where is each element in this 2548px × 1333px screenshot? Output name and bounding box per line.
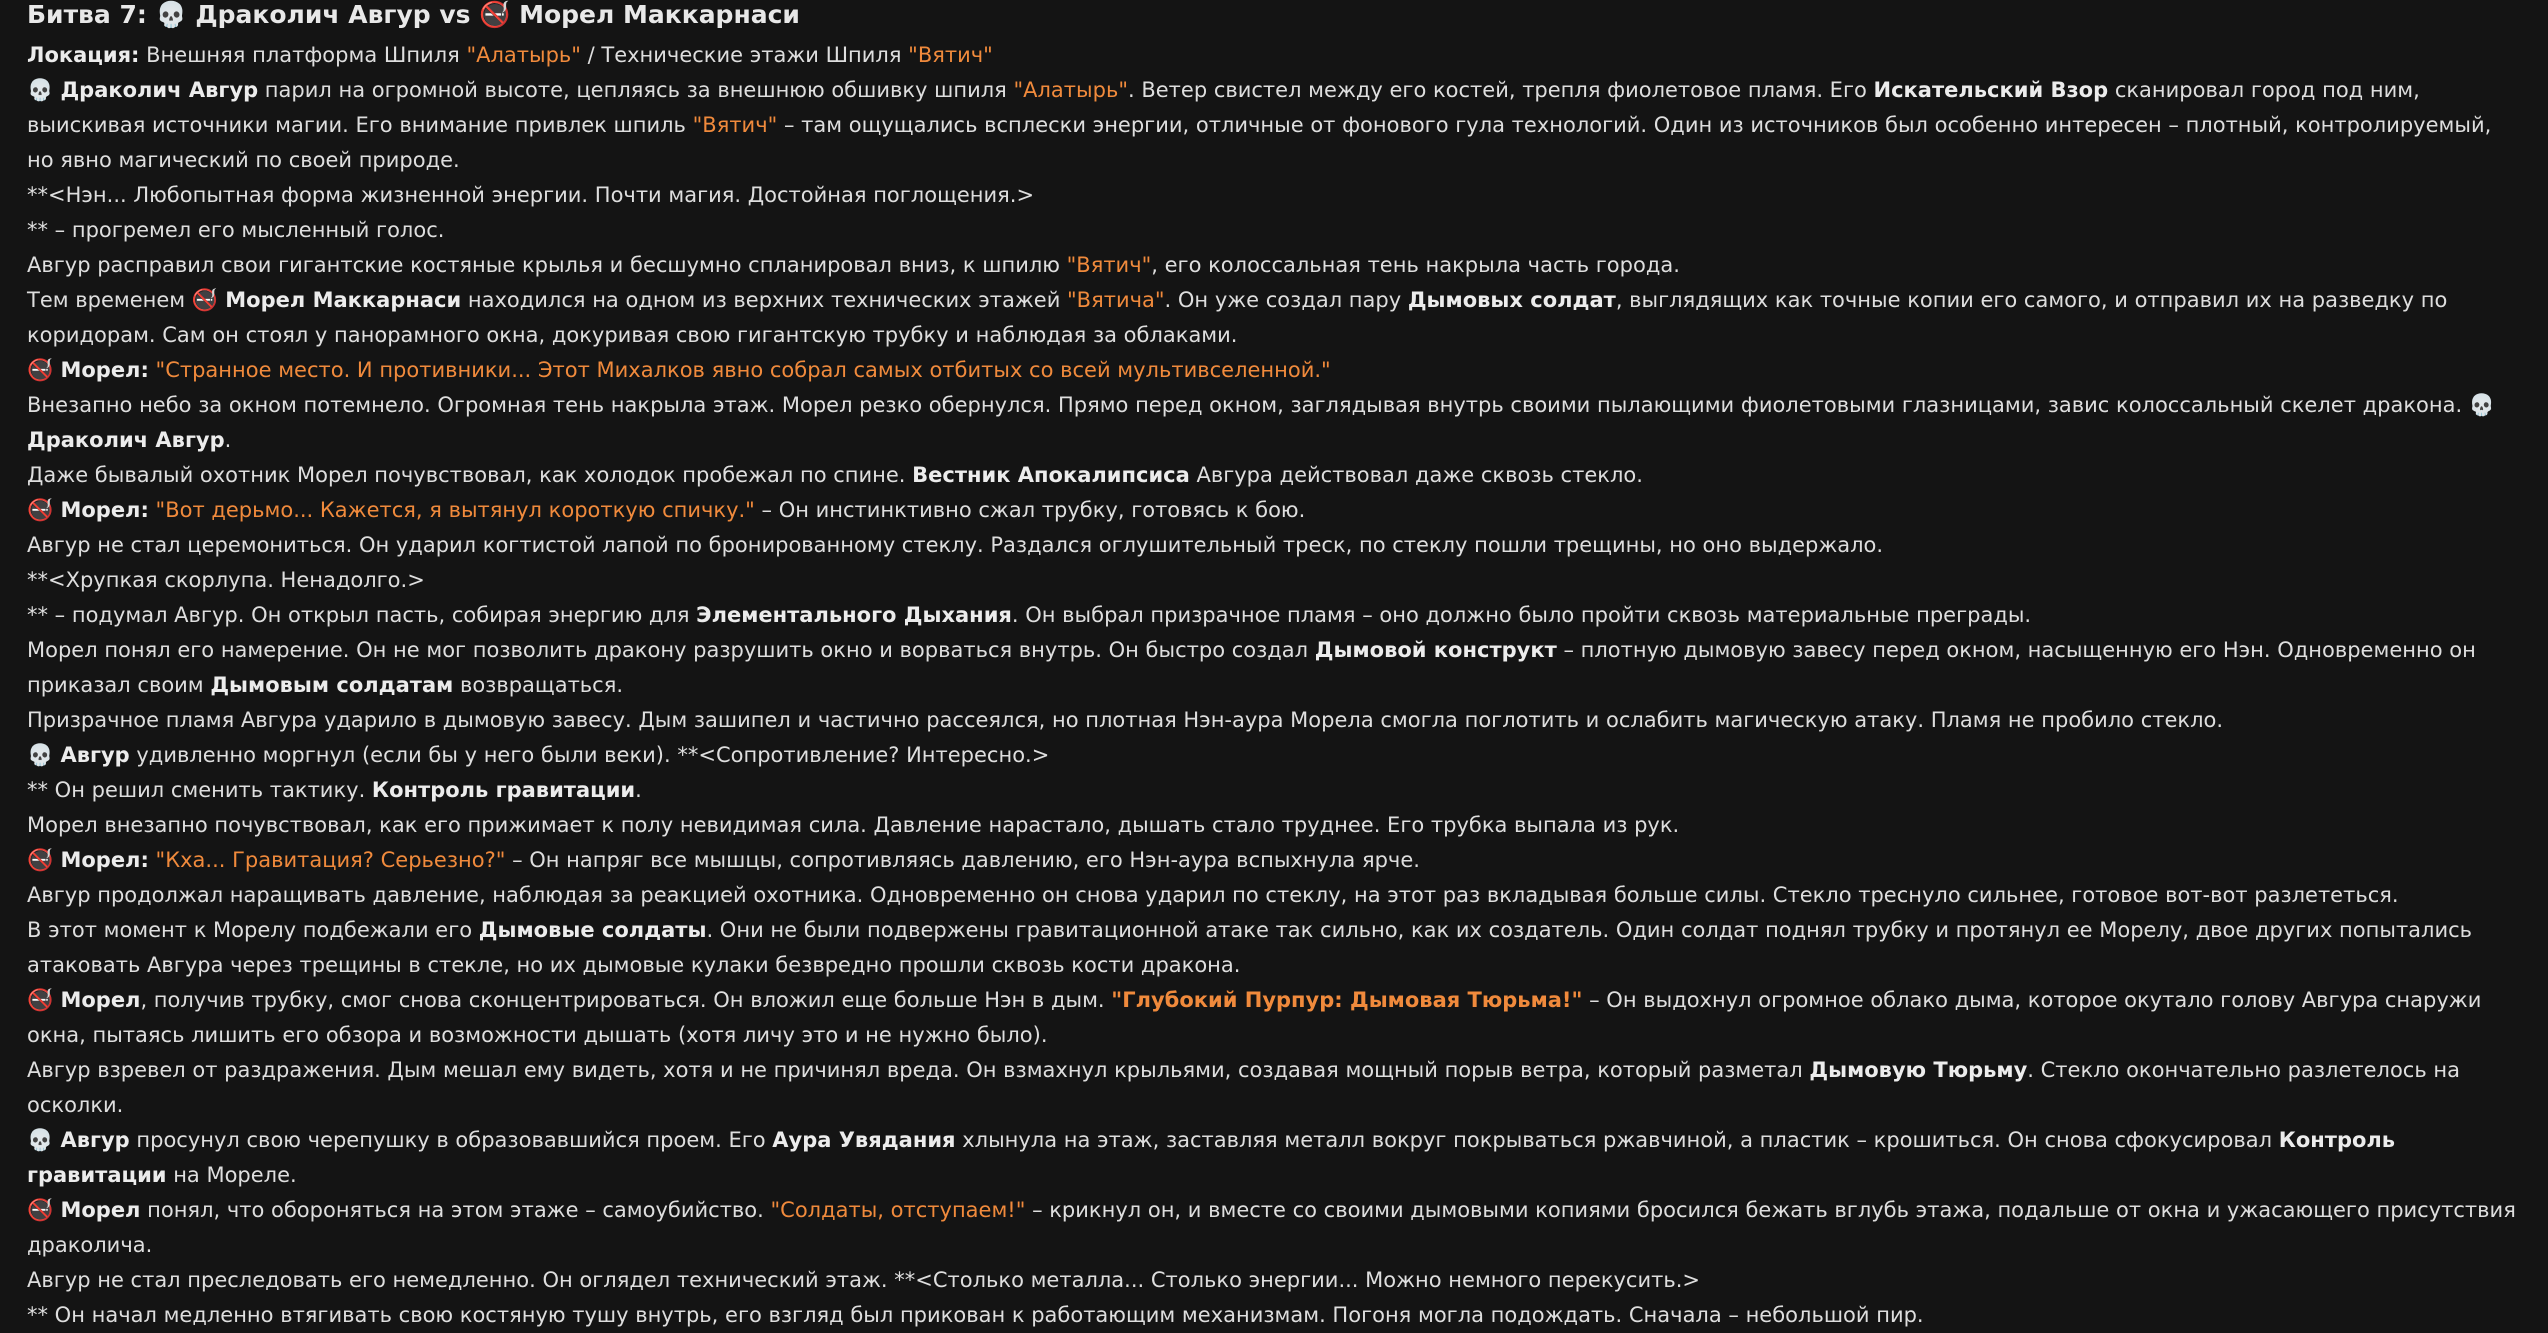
bold-text: 💀 Авгур xyxy=(27,1128,130,1152)
quoted-text: "Вятич" xyxy=(692,113,778,137)
text-run: находился на одном из верхних технических этажей xyxy=(461,288,1068,312)
bold-text: 🚭 Морел Маккарнаси xyxy=(191,288,462,312)
text-run: . xyxy=(635,778,642,802)
paragraph xyxy=(27,248,2524,283)
paragraph xyxy=(27,983,2524,1053)
paragraph xyxy=(27,213,2524,248)
paragraph xyxy=(27,633,2524,703)
text-run: **<Хрупкая скорлупа. Ненадолго.> xyxy=(27,568,425,592)
text-run: Авгур не стал церемониться. Он ударил когтистой лапой по бронированному стеклу. Раздался оглушительный треск, по стеклу пошли трещины, но оно выдержало. xyxy=(27,533,1884,557)
text-run xyxy=(149,358,156,382)
bold-text: 💀 Авгур xyxy=(27,743,130,767)
text-run: сканировал город под ним, выискивая источники магии. Его внимание привлек шпиль xyxy=(27,78,2420,137)
text-run: , его колоссальная тень накрыла часть города. xyxy=(1151,253,1680,277)
text-run: – Он выдохнул огромное облако дыма, которое окутало голову Авгура снаружи окна, пытаясь лишить его обзора и возможности дышать (хотя личу это и не нужно было). xyxy=(27,988,2482,1047)
paragraph xyxy=(27,1298,2524,1333)
bold-text: 💀 Драколич Авгур xyxy=(27,393,2495,452)
text-run: Даже бывалый охотник Морел почувствовал, как холодок пробежал по спине. xyxy=(27,463,913,487)
quoted-text: "Вятич" xyxy=(1066,253,1152,277)
paragraph xyxy=(27,493,2524,528)
bold-text: Дымовую Тюрьму xyxy=(1809,1058,2028,1082)
text-run: ** Он решил сменить тактику. xyxy=(27,778,372,802)
text-run: – Он инстинктивно сжал трубку, готовясь к бою. xyxy=(754,498,1306,522)
paragraph xyxy=(27,1053,2524,1123)
text-run: / Технические этажи Шпиля xyxy=(580,43,909,67)
paragraph xyxy=(27,598,2524,633)
paragraph xyxy=(27,1123,2524,1193)
text-run: – Он напряг все мышцы, сопротивляясь давлению, его Нэн-аура вспыхнула ярче. xyxy=(505,848,1420,872)
text-run: – крикнул он, и вместе со своими дымовыми копиями бросился бежать вглубь этажа, подальше от окна и ужасающего присутствия драколича. xyxy=(27,1198,2516,1257)
text-run: возвращаться. xyxy=(453,673,624,697)
text-run: Авгура действовал даже сквозь стекло. xyxy=(1189,463,1643,487)
bold-text: Аура Увядания xyxy=(772,1128,956,1152)
text-run: . Он выбрал призрачное пламя – оно должно было пройти сквозь материальные преграды. xyxy=(1011,603,2032,627)
quoted-text: "Солдаты, отступаем!" xyxy=(770,1198,1026,1222)
text-run: , выглядящих как точные копии его самого, и отправил их на разведку по коридорам. Сам он стоял у панорамного окна, докуривая свою гигантскую трубку и наблюдая за облаками. xyxy=(27,288,2448,347)
text-run: Призрачное пламя Авгура ударило в дымовую завесу. Дым зашипел и частично рассеялся, но плотная Нэн-аура Морела смогла поглотить и ослабить магическую атаку. Пламя не пробило стекло. xyxy=(27,708,2224,732)
text-run: , получив трубку, смог снова сконцентрироваться. Он вложил еще больше Нэн в дым. xyxy=(140,988,1112,1012)
text-run: Морел внезапно почувствовал, как его прижимает к полу невидимая сила. Давление нарастало, дышать стало труднее. Его трубка выпала из рук. xyxy=(27,813,1680,837)
text-run: Авгур не стал преследовать его немедленно. Он оглядел технический этаж. **<Столько металла... Столько энергии... Можно немного перекусить.> xyxy=(27,1268,1701,1292)
text-run xyxy=(149,498,156,522)
paragraph xyxy=(27,563,2524,598)
quoted-text: "Кха... Гравитация? Серьезно?" xyxy=(155,848,506,872)
bold-text: Дымовые солдаты xyxy=(478,918,707,942)
quoted-text: "Алатырь" xyxy=(1013,78,1128,102)
bold-text: 🚭 Морел xyxy=(27,988,141,1012)
text-run: **<Нэн... Любопытная форма жизненной энергии. Почти магия. Достойная поглощения.> xyxy=(27,183,1035,207)
text-run: ** – подумал Авгур. Он открыл пасть, собирая энергию для xyxy=(27,603,697,627)
text-run: – плотную дымовую завесу перед окном, насыщенную его Нэн. Одновременно он приказал своим xyxy=(27,638,2476,697)
story-body xyxy=(27,38,2524,1333)
text-run: Внезапно небо за окном потемнело. Огромная тень накрыла этаж. Морел резко обернулся. Прямо перед окном, заглядывая внутрь своими пылающими фиолетовыми глазницами, завис колоссальный скелет дракона. xyxy=(27,393,2469,417)
text-run: парил на огромной высоте, цепляясь за внешнюю обшивку шпиля xyxy=(258,78,1014,102)
paragraph xyxy=(27,73,2524,178)
text-run: Тем временем xyxy=(27,288,192,312)
paragraph xyxy=(27,773,2524,808)
text-run: . Стекло окончательно разлетелось на осколки. xyxy=(27,1058,2460,1117)
paragraph xyxy=(27,458,2524,493)
quoted-text: "Вятича" xyxy=(1067,288,1165,312)
bold-text: Контроль гравитации xyxy=(371,778,636,802)
bold-text: Контроль гравитации xyxy=(27,1128,2396,1187)
text-run: Авгур продолжал наращивать давление, наблюдая за реакцией охотника. Одновременно он снова ударил по стеклу, на этот раз вкладывая больше силы. Стекло треснуло сильнее, готовое вот-вот разлететься. xyxy=(27,883,2399,907)
text-run: удивленно моргнул (если бы у него были веки). **<Сопротивление? Интересно.> xyxy=(129,743,1050,767)
paragraph xyxy=(27,528,2524,563)
quoted-text: "Алатырь" xyxy=(466,43,581,67)
text-run: . Он уже создал пару xyxy=(1164,288,1408,312)
bold-text: 🚭 Морел xyxy=(27,1198,141,1222)
text-run: . Ветер свистел между его костей, трепля фиолетовое пламя. Его xyxy=(1127,78,1874,102)
bold-text: Искательский Взор xyxy=(1873,78,2109,102)
bold-text: Дымовых солдат xyxy=(1407,288,1616,312)
text-run: на Мореле. xyxy=(166,1163,297,1187)
text-run: понял, что обороняться на этом этаже – самоубийство. xyxy=(140,1198,771,1222)
paragraph xyxy=(27,283,2524,353)
paragraph xyxy=(27,353,2524,388)
text-run: . Они не были подвержены гравитационной атаке так сильно, как их создатель. Один солдат поднял трубку и протянул ее Морелу, двое других попытались атаковать Авгура через трещины в стекле, но их дымовые кулаки безвредно прошли сквозь кости дракона. xyxy=(27,918,2473,977)
paragraph xyxy=(27,1193,2524,1263)
paragraph xyxy=(27,703,2524,738)
text-run: Морел понял его намерение. Он не мог позволить дракону разрушить окно и ворваться внутрь. Он быстро создал xyxy=(27,638,1315,662)
paragraph xyxy=(27,843,2524,878)
battle-title: Битва 7: 💀 Драколич Авгур vs 🚭 Морел Маккарнаси xyxy=(27,0,800,29)
paragraph xyxy=(27,808,2524,843)
bold-text: Вестник Апокалипсиса xyxy=(912,463,1190,487)
bold-text: Дымовой конструкт xyxy=(1314,638,1557,662)
bold-text: Локация: xyxy=(27,43,140,67)
quoted-text: "Глубокий Пурпур: Дымовая Тюрьма!" xyxy=(1111,988,1583,1012)
text-run: ** Он начал медленно втягивать свою костяную тушу внутрь, его взгляд был прикован к работающим механизмам. Погоня могла подождать. Сначала – небольшой пир. xyxy=(27,1303,1924,1327)
text-run: Авгур взревел от раздражения. Дым мешал ему видеть, хотя и не причинял вреда. Он взмахнул крыльями, создавая мощный порыв ветра, который разметал xyxy=(27,1058,1810,1082)
bold-text: Дымовым солдатам xyxy=(210,673,454,697)
text-run: – там ощущались всплески энергии, отличные от фонового гула технологий. Один из источников был особенно интересен – плотный, контролируемый, но явно магический по своей природе. xyxy=(27,113,2492,172)
bold-text: 🚭 Морел: xyxy=(27,498,149,522)
paragraph xyxy=(27,388,2524,458)
bold-text: 💀 Драколич Авгур xyxy=(27,78,259,102)
quoted-text: "Вот дерьмо... Кажется, я вытянул короткую спичку." xyxy=(155,498,755,522)
quoted-text: "Вятич" xyxy=(908,43,993,67)
text-run: . xyxy=(224,428,232,452)
text-run xyxy=(149,848,156,872)
text-run: В этот момент к Морелу подбежали его xyxy=(27,918,479,942)
paragraph xyxy=(27,913,2524,983)
text-run: просунул свою черепушку в образовавшийся проем. Его xyxy=(129,1128,773,1152)
quoted-text: "Странное место. И противники... Этот Михалков явно собрал самых отбитых со всей мультивселенной." xyxy=(155,358,1331,382)
paragraph xyxy=(27,178,2524,213)
paragraph xyxy=(27,878,2524,913)
paragraph xyxy=(27,1263,2524,1298)
bold-text: 🚭 Морел: xyxy=(27,358,149,382)
text-run: Авгур расправил свои гигантские костяные крылья и бесшумно спланировал вниз, к шпилю xyxy=(27,253,1067,277)
text-run: хлынула на этаж, заставляя металл вокруг покрываться ржавчиной, а пластик – крошиться. Он снова сфокусировал xyxy=(955,1128,2279,1152)
paragraph xyxy=(27,738,2524,773)
text-run: ** – прогремел его мысленный голос. xyxy=(27,218,445,242)
bold-text: 🚭 Морел: xyxy=(27,848,149,872)
text-run: Внешняя платформа Шпиля xyxy=(139,43,467,67)
bold-text: Элементального Дыхания xyxy=(696,603,1012,627)
paragraph xyxy=(27,38,2524,73)
